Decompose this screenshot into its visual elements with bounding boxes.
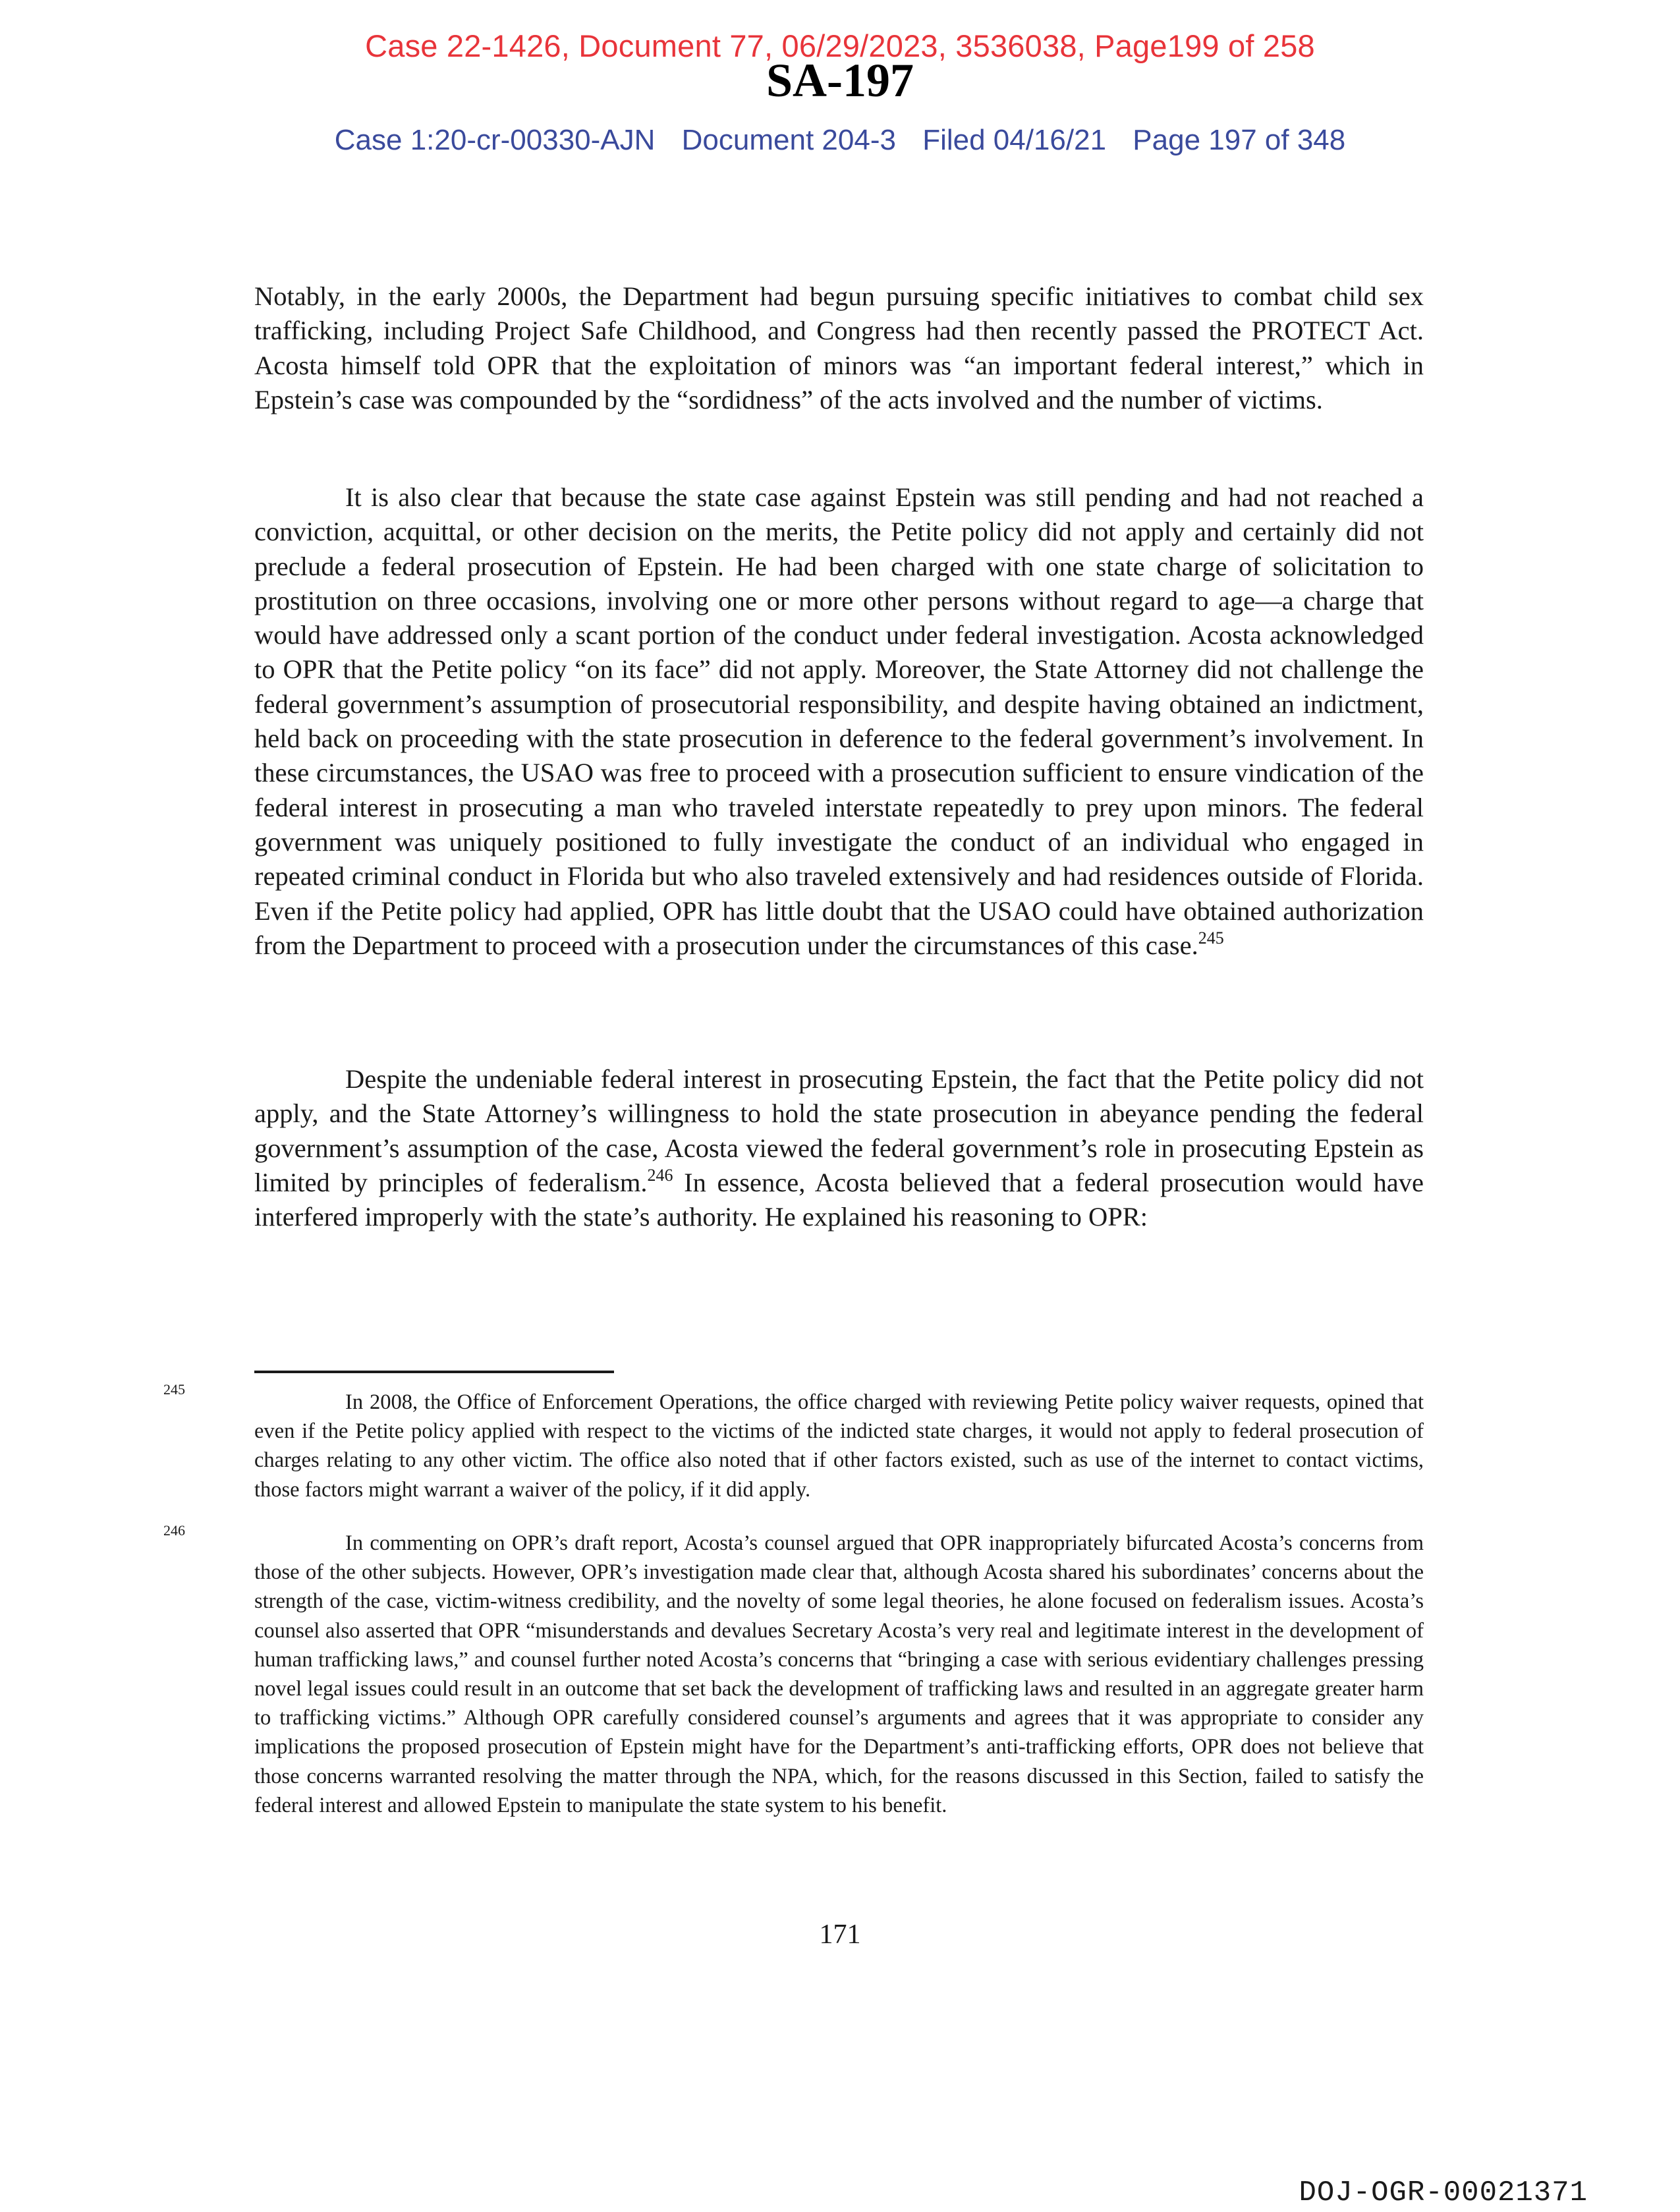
footnote-content: [163, 1381, 1424, 1504]
footnote-text: In 2008, the Office of Enforcement Operations, the office charged with reviewing Petite policy waiver requests, opined that even if the Petite policy applied with respect to the victims of the indicted state charges, it would not apply to federal prosecution of charges relating to any other victim. The office also noted that if other factors existed, such as use of the internet to contact victims, those factors might warrant a waiver of the policy, if it did apply.: [254, 1390, 1424, 1502]
footnote-number: 245: [163, 1381, 185, 1398]
paragraph-text: Notably, in the early 2000s, the Department had begun pursuing specific initiatives to combat child sex trafficking, including Project Safe Childhood, and Congress had then recently passed the PROTECT Act. Acosta himself told OPR that the exploitation of minors was “an important federal interest,” which in Epstein’s case was compounded by the “sordidness” of the acts involved and the number of victims.: [254, 281, 1424, 414]
district-case-number: Case 1:20-cr-00330-AJN: [334, 124, 656, 156]
footnote-reference-246[interactable]: 246: [647, 1165, 673, 1185]
district-filed-date: Filed 04/16/21: [922, 124, 1107, 156]
footnote-content: [163, 1522, 1424, 1820]
district-document-number: Document 204-3: [681, 124, 896, 156]
paragraph-content: [254, 1062, 1424, 1234]
footnote-245: [163, 1381, 1424, 1504]
body-paragraph-1: [254, 279, 1424, 417]
footnote-text: In commenting on OPR’s draft report, Acosta’s counsel argued that OPR inappropriately bifurcated Acosta’s concerns from those of the other subjects. However, OPR’s investigation made clear that, although Acosta shared his subordinates’ concerns about the strength of the case, victim-witness credibility, and the novelty of some legal theories, he alone focused on federalism issues. Acosta’s counsel also asserted that OPR “misunderstands and devalues Secretary Acosta’s very real and legitimate interest in the development of human trafficking laws,” and counsel further noted Acosta’s concerns that “bringing a case with serious evidentiary challenges pressing novel legal issues could result in an outcome that set back the development of trafficking laws and resulted in an aggregate greater harm to trafficking victims.” Although OPR carefully considered counsel’s arguments and agrees that it was appropriate to consider any implications the proposed prosecution of Epstein might have for the Department’s anti-trafficking efforts, OPR does not believe that those concerns warranted resolving the matter through the NPA, which, for the reasons discussed in this Section, failed to satisfy the federal interest and allowed Epstein to manipulate the state system to his benefit.: [254, 1531, 1424, 1817]
footnote-number: 246: [163, 1522, 185, 1539]
paragraph-text-after-ref: In essence, Acosta believed that a federal prosecution would have interfered improperly with the state’s authority. He explained his reasoning to OPR:: [254, 1167, 1424, 1232]
paragraph-text: It is also clear that because the state case against Epstein was still pending and had not reached a conviction, acquittal, or other decision on the merits, the Petite policy did not apply and certainly did not preclude a federal prosecution of Epstein. He had been charged with one state charge of solicitation to prostitution on three occasions, involving one or more other persons without regard to age—a charge that would have addressed only a scant portion of the conduct under federal investigation. Acosta acknowledged to OPR that the Petite policy “on its face” did not apply. Moreover, the State Attorney did not challenge the federal government’s assumption of prosecutorial responsibility, and despite having obtained an indictment, held back on proceeding with the state prosecution in deference to the federal government’s involvement. In these circumstances, the USAO was free to proceed with a prosecution sufficient to ensure vindication of the federal interest in prosecuting a man who traveled interstate repeatedly to prey upon minors. The federal government was uniquely positioned to fully investigate the conduct of an individual who engaged in repeated criminal conduct in Florida but who also traveled extensively and had residences outside of Florida. Even if the Petite policy had applied, OPR has little doubt that the USAO could have obtained authorization from the Department to proceed with a prosecution under the circumstances of this case.: [254, 482, 1424, 960]
district-court-stamp: [0, 124, 1680, 157]
page-number: 171: [819, 1919, 861, 1950]
district-page-count: Page 197 of 348: [1133, 124, 1346, 156]
body-paragraph-2: [254, 480, 1424, 963]
appendix-page-label: SA-197: [766, 54, 914, 107]
bates-number: DOJ-OGR-00021371: [1299, 2176, 1588, 2209]
footnote-separator-rule: [254, 1371, 614, 1373]
body-paragraph-3: [254, 1062, 1424, 1234]
footnote-246: [163, 1522, 1424, 1820]
appeal-court-stamp: Case 22-1426, Document 77, 06/29/2023, 3536038, Page199 of 258: [365, 28, 1315, 63]
paragraph-content: [254, 480, 1424, 963]
footnote-reference-245[interactable]: 245: [1198, 928, 1224, 948]
paragraph-text-before-ref: Despite the undeniable federal interest in prosecuting Epstein, the fact that the Petite policy did not apply, and the State Attorney’s willingness to hold the state prosecution in abeyance pending the federal government’s assumption of the case, Acosta viewed the federal government’s role in prosecuting Epstein as limited by principles of federalism.: [254, 1064, 1424, 1197]
